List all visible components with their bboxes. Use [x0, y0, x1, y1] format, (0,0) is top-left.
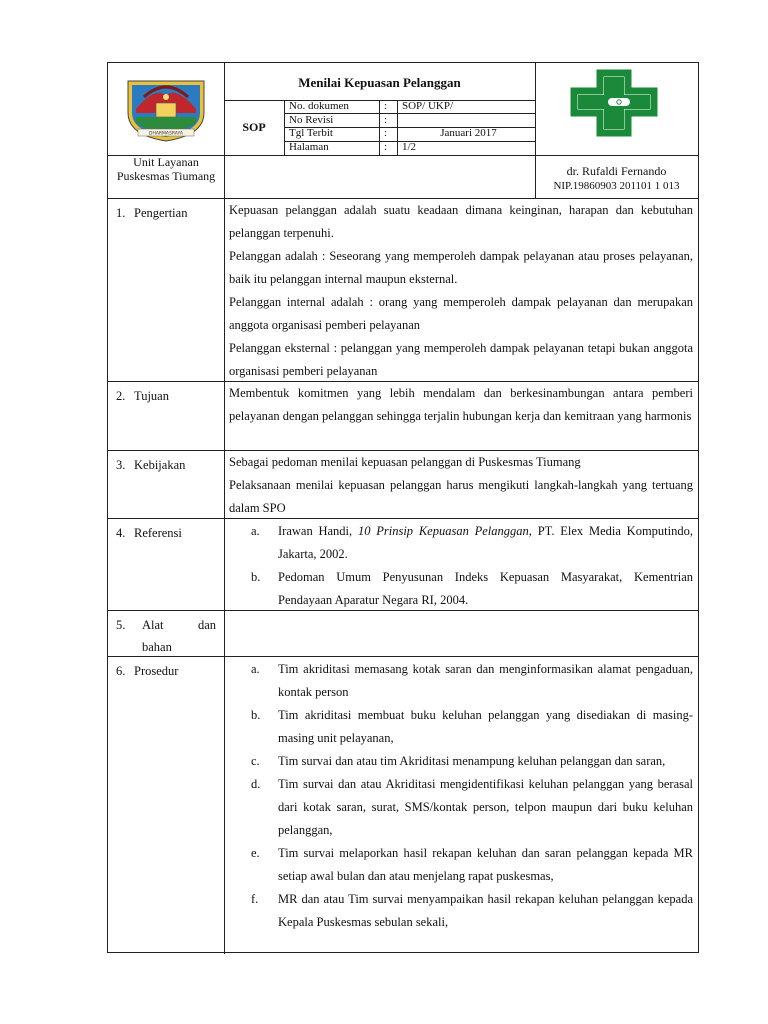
unit-name: Unit Layanan Puskesmas Tiumang: [116, 155, 216, 183]
procedure-list: [229, 658, 693, 934]
section-alat-dan-bahan: [108, 610, 698, 657]
list-item: a. Tim akriditasi memasang kotak saran dan menginformasikan alamat pengaduan, kontak person: [251, 662, 693, 699]
section-prosedur: [108, 656, 698, 954]
emblem-caption: DHARMASRAYA: [148, 131, 184, 137]
list-item: d. Tim survai dan atau Akriditasi mengidentifikasi keluhan pelanggan yang berasal dari kotak saran, surat, SMS/kontak person, telpon maupun dari buku keluhan pelanggan,: [251, 777, 693, 837]
section-content: [229, 451, 693, 520]
section-content: [229, 382, 693, 428]
list-marker: b.: [251, 570, 261, 584]
section-label: 1. Pengertian: [116, 206, 188, 220]
section-label: 5. Alat dan bahan: [116, 618, 216, 654]
sop-label: SOP: [242, 120, 266, 134]
section-pengertian: [108, 198, 698, 382]
reference-title: 10 Prinsip Kepuasan Pelanggan: [357, 524, 529, 538]
meta-label: Tgl Terbit: [289, 127, 333, 139]
meta-row-page: [285, 141, 536, 154]
paragraph: Pelanggan eksternal : pelanggan yang memperoleh dampak pelayanan tetapi bukan anggota organisasi pemberi pelayanan: [229, 341, 693, 378]
meta-value: SOP/ UKP/: [402, 100, 454, 112]
list-item: a. Irawan Handi, 10 Prinsip Kepuasan Pelanggan, PT. Elex Media Komputindo, Jakarta, 2002.: [229, 520, 693, 566]
signer-nip: NIP.19860903 201101 1 013: [553, 180, 680, 192]
document-title: Menilai Kepuasan Pelanggan: [298, 75, 461, 90]
section-referensi: [108, 518, 698, 611]
section-label: 2. Tujuan: [116, 389, 169, 403]
paragraph: Pelanggan adalah : Seseorang yang memperoleh dampak pelayanan atau proses pelayanan, baik itu pelanggan internal maupun eksternal.: [229, 249, 693, 286]
section-label: 3. Kebijakan: [116, 458, 186, 472]
signer-block: [535, 164, 698, 193]
meta-colon: :: [384, 141, 388, 153]
list-item: c. Tim survai dan atau tim Akriditasi menampung keluhan pelanggan dan saran,: [251, 754, 666, 768]
puskesmas-green-cross-icon: [564, 63, 664, 141]
meta-value: 1/2: [402, 141, 417, 153]
meta-label: No. dokumen: [289, 100, 349, 112]
reference-list: [229, 520, 693, 612]
paragraph: Membentuk komitmen yang lebih mendalam dan berkesinambungan antara pemberi pelayanan dengan pelanggan sehingga terjalin hubungan kerja dan kemitraan yang harmonis: [229, 386, 693, 423]
section-kebijakan: [108, 450, 698, 519]
paragraph: Sebagai pedoman menilai kepuasan pelanggan di Puskesmas Tiumang: [229, 455, 581, 469]
paragraph: Pelaksanaan menilai kepuasan pelanggan harus mengikuti langkah-langkah yang tertuang dalam SPO: [229, 478, 693, 515]
list-item: f. MR dan atau Tim survai menyampaikan hasil rekapan keluhan pelanggan kepada Kepala Puskesmas sebulan sekali,: [251, 892, 693, 929]
meta-label: Halaman: [289, 141, 329, 153]
section-label: 6. Prosedur: [116, 664, 179, 678]
list-item: b. Pedoman Umum Penyusunan Indeks Kepuasan Masyarakat, Kementrian Pendayaan Aparatur Negara RI, 2004.: [229, 566, 693, 612]
signer-name: dr. Rufaldi Fernando: [566, 164, 667, 178]
meta-row-issue-date: [285, 127, 536, 140]
regency-emblem-icon: [114, 73, 218, 143]
paragraph: Kepuasan pelanggan adalah suatu keadaan dimana keinginan, harapan dan kebutuhan pelanggan terpenuhi.: [229, 203, 693, 240]
document-header: [108, 63, 698, 198]
list-item: e. Tim survai melaporkan hasil rekapan keluhan dan saran pelanggan kepada MR setiap awal bulan dan atau menjelang rapat puskesmas,: [251, 846, 693, 883]
list-item: b. Tim akriditasi membuat buku keluhan pelanggan yang disediakan di masing-masing unit pelayanan,: [251, 708, 693, 745]
meta-colon: :: [384, 114, 388, 126]
meta-value: Januari 2017: [440, 127, 497, 139]
sop-document: [107, 62, 699, 953]
section-label: 4. Referensi: [116, 526, 182, 540]
meta-colon: :: [384, 127, 388, 139]
meta-row-doc-number: [285, 100, 536, 113]
paragraph: Pelanggan internal adalah : orang yang memperoleh dampak pelayanan dan merupakan anggota organisasi pemberi pelayanan: [229, 295, 693, 332]
meta-row-revision: [285, 114, 536, 127]
meta-colon: :: [384, 100, 388, 112]
list-marker: a.: [251, 524, 260, 538]
meta-label: No Revisi: [289, 114, 334, 126]
section-tujuan: [108, 381, 698, 451]
section-content: [229, 199, 693, 383]
